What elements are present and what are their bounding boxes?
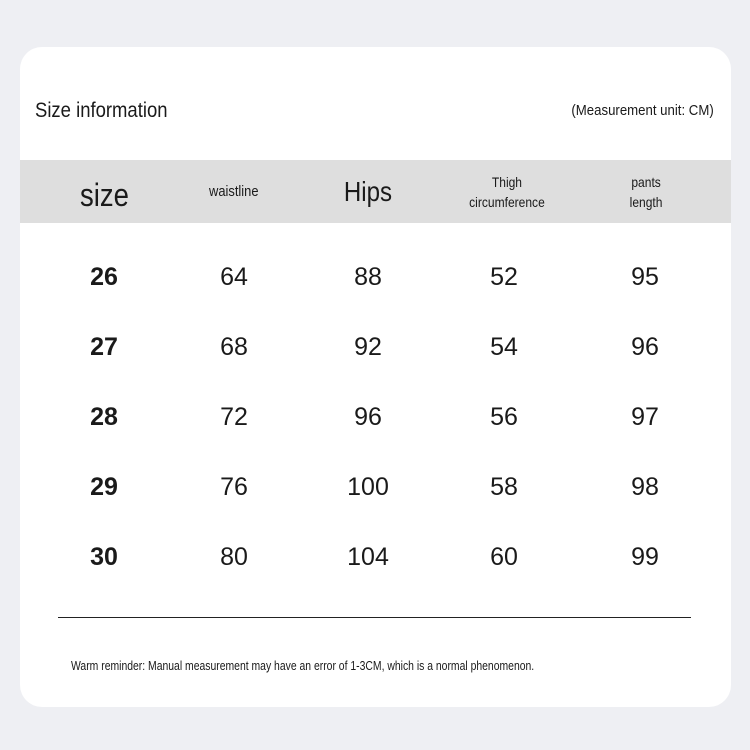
pants-length-cell: 99 xyxy=(631,542,659,571)
waistline-cell: 68 xyxy=(220,332,248,361)
waistline-cell: 72 xyxy=(220,402,248,431)
table-header xyxy=(20,160,731,223)
column-header-thigh-line-1: Thigh xyxy=(491,173,522,190)
table-row xyxy=(20,537,731,577)
size-cell: 29 xyxy=(90,472,118,501)
measurement-unit-note: (Measurement unit: CM) xyxy=(571,102,714,119)
column-header-hips: Hips xyxy=(343,175,393,207)
column-header-pants-length xyxy=(596,160,696,223)
column-header-thigh-circumference xyxy=(444,160,569,223)
thigh-cell: 56 xyxy=(490,402,518,431)
page-title: Size information xyxy=(35,99,168,122)
thigh-cell: 52 xyxy=(490,262,518,291)
divider xyxy=(58,617,691,618)
thigh-cell: 58 xyxy=(490,472,518,501)
size-cell: 27 xyxy=(90,332,118,361)
waistline-cell: 76 xyxy=(220,472,248,501)
column-header-size: size xyxy=(79,177,129,213)
pants-length-cell: 96 xyxy=(631,332,659,361)
column-header-pants-line-1: pants xyxy=(631,173,661,190)
table-row xyxy=(20,467,731,507)
waistline-cell: 80 xyxy=(220,542,248,571)
hips-cell: 88 xyxy=(354,262,382,291)
hips-cell: 104 xyxy=(347,542,389,571)
column-header-thigh-line-2: circumference xyxy=(468,193,545,210)
thigh-cell: 60 xyxy=(490,542,518,571)
column-header-waistline: waistline xyxy=(209,183,259,200)
hips-cell: 92 xyxy=(354,332,382,361)
pants-length-cell: 98 xyxy=(631,472,659,501)
pants-length-cell: 95 xyxy=(631,262,659,291)
pants-length-cell: 97 xyxy=(631,402,659,431)
size-chart-card xyxy=(20,47,731,707)
table-row xyxy=(20,257,731,297)
table-row xyxy=(20,397,731,437)
size-cell: 28 xyxy=(90,402,118,431)
size-cell: 26 xyxy=(90,262,118,291)
size-cell: 30 xyxy=(90,542,118,571)
thigh-cell: 54 xyxy=(490,332,518,361)
column-header-pants-line-2: length xyxy=(629,193,663,210)
waistline-cell: 64 xyxy=(220,262,248,291)
hips-cell: 100 xyxy=(347,472,389,501)
warm-reminder-note: Warm reminder: Manual measurement may have an error of 1-3CM, which is a normal phenomenon. xyxy=(71,658,535,673)
hips-cell: 96 xyxy=(354,402,382,431)
table-row xyxy=(20,327,731,367)
